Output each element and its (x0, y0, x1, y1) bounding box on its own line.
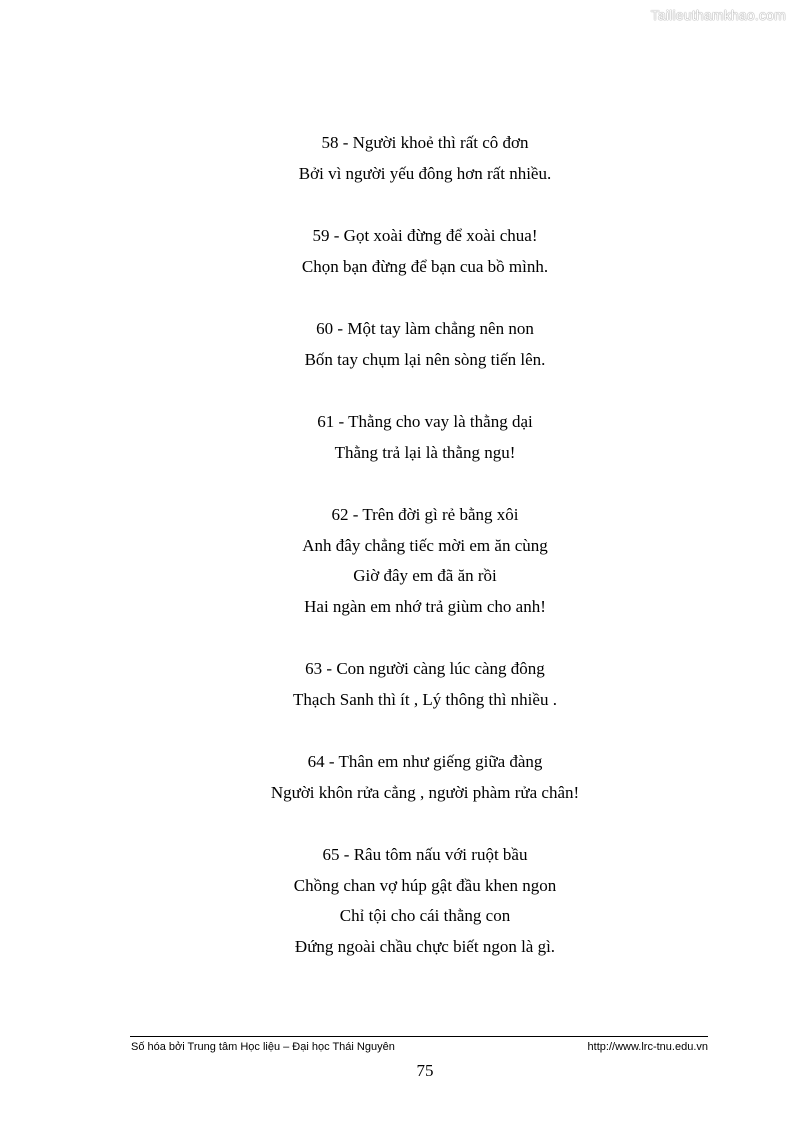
poem-line: 60 - Một tay làm chẳng nên non (316, 319, 534, 338)
stanza-63 (130, 654, 720, 715)
poem-line: Thằng trả lại là thằng ngu! (334, 442, 516, 462)
stanza-60 (130, 314, 720, 375)
stanza-59 (130, 221, 720, 282)
poem-line: Chọn bạn đừng để bạn cua bồ mình. (301, 256, 549, 276)
poem-line: 62 - Trên đời gì rẻ bằng xôi (331, 505, 519, 524)
poem-line: Chồng chan vợ húp gật đầu khen ngon (293, 875, 557, 895)
stanza-62 (130, 500, 720, 622)
watermark: Tailieuthamkhao.com (650, 7, 786, 23)
poem-line: Đứng ngoài chầu chực biết ngon là gì. (294, 936, 556, 956)
poem-list (130, 128, 720, 994)
poem-line: Chỉ tội cho cái thằng con (339, 906, 511, 925)
poem-line: 63 - Con người càng lúc càng đông (305, 659, 545, 678)
poem-line: Thạch Sanh thì ít , Lý thông thì nhiều . (293, 689, 557, 709)
page-number: 75 (416, 1061, 434, 1080)
footer-source: Số hóa bởi Trung tâm Học liệu – Đại học Thái Nguyên (131, 1041, 395, 1053)
poem-line: Bởi vì người yếu đông hơn rất nhiều. (298, 163, 552, 183)
poem-line: Giờ đây em đã ăn rồi (353, 566, 497, 585)
poem-line: Anh đây chẳng tiếc mời em ăn cùng (302, 535, 548, 555)
poem-line: 61 - Thằng cho vay là thằng dại (317, 412, 533, 431)
poem-line: Bốn tay chụm lại nên sòng tiến lên. (304, 349, 546, 369)
stanza-65 (130, 840, 720, 962)
stanza-58 (130, 128, 720, 189)
stanza-61 (130, 407, 720, 468)
poem-line: 64 - Thân em như giếng giữa đàng (307, 752, 543, 771)
poem-line: 58 - Người khoẻ thì rất cô đơn (321, 133, 529, 152)
poem-line: Người khôn rửa cẳng , người phàm rửa chân! (270, 782, 580, 802)
poem-line: 59 - Gọt xoài đừng để xoài chua! (312, 226, 538, 245)
stanza-64 (130, 747, 720, 808)
poem-line: 65 - Râu tôm nấu với ruột bầu (322, 845, 528, 864)
footer-url-link[interactable]: http://www.lrc-tnu.edu.vn (587, 1041, 708, 1053)
footer-divider (130, 1036, 708, 1037)
poem-line: Hai ngàn em nhớ trả giùm cho anh! (304, 596, 546, 616)
